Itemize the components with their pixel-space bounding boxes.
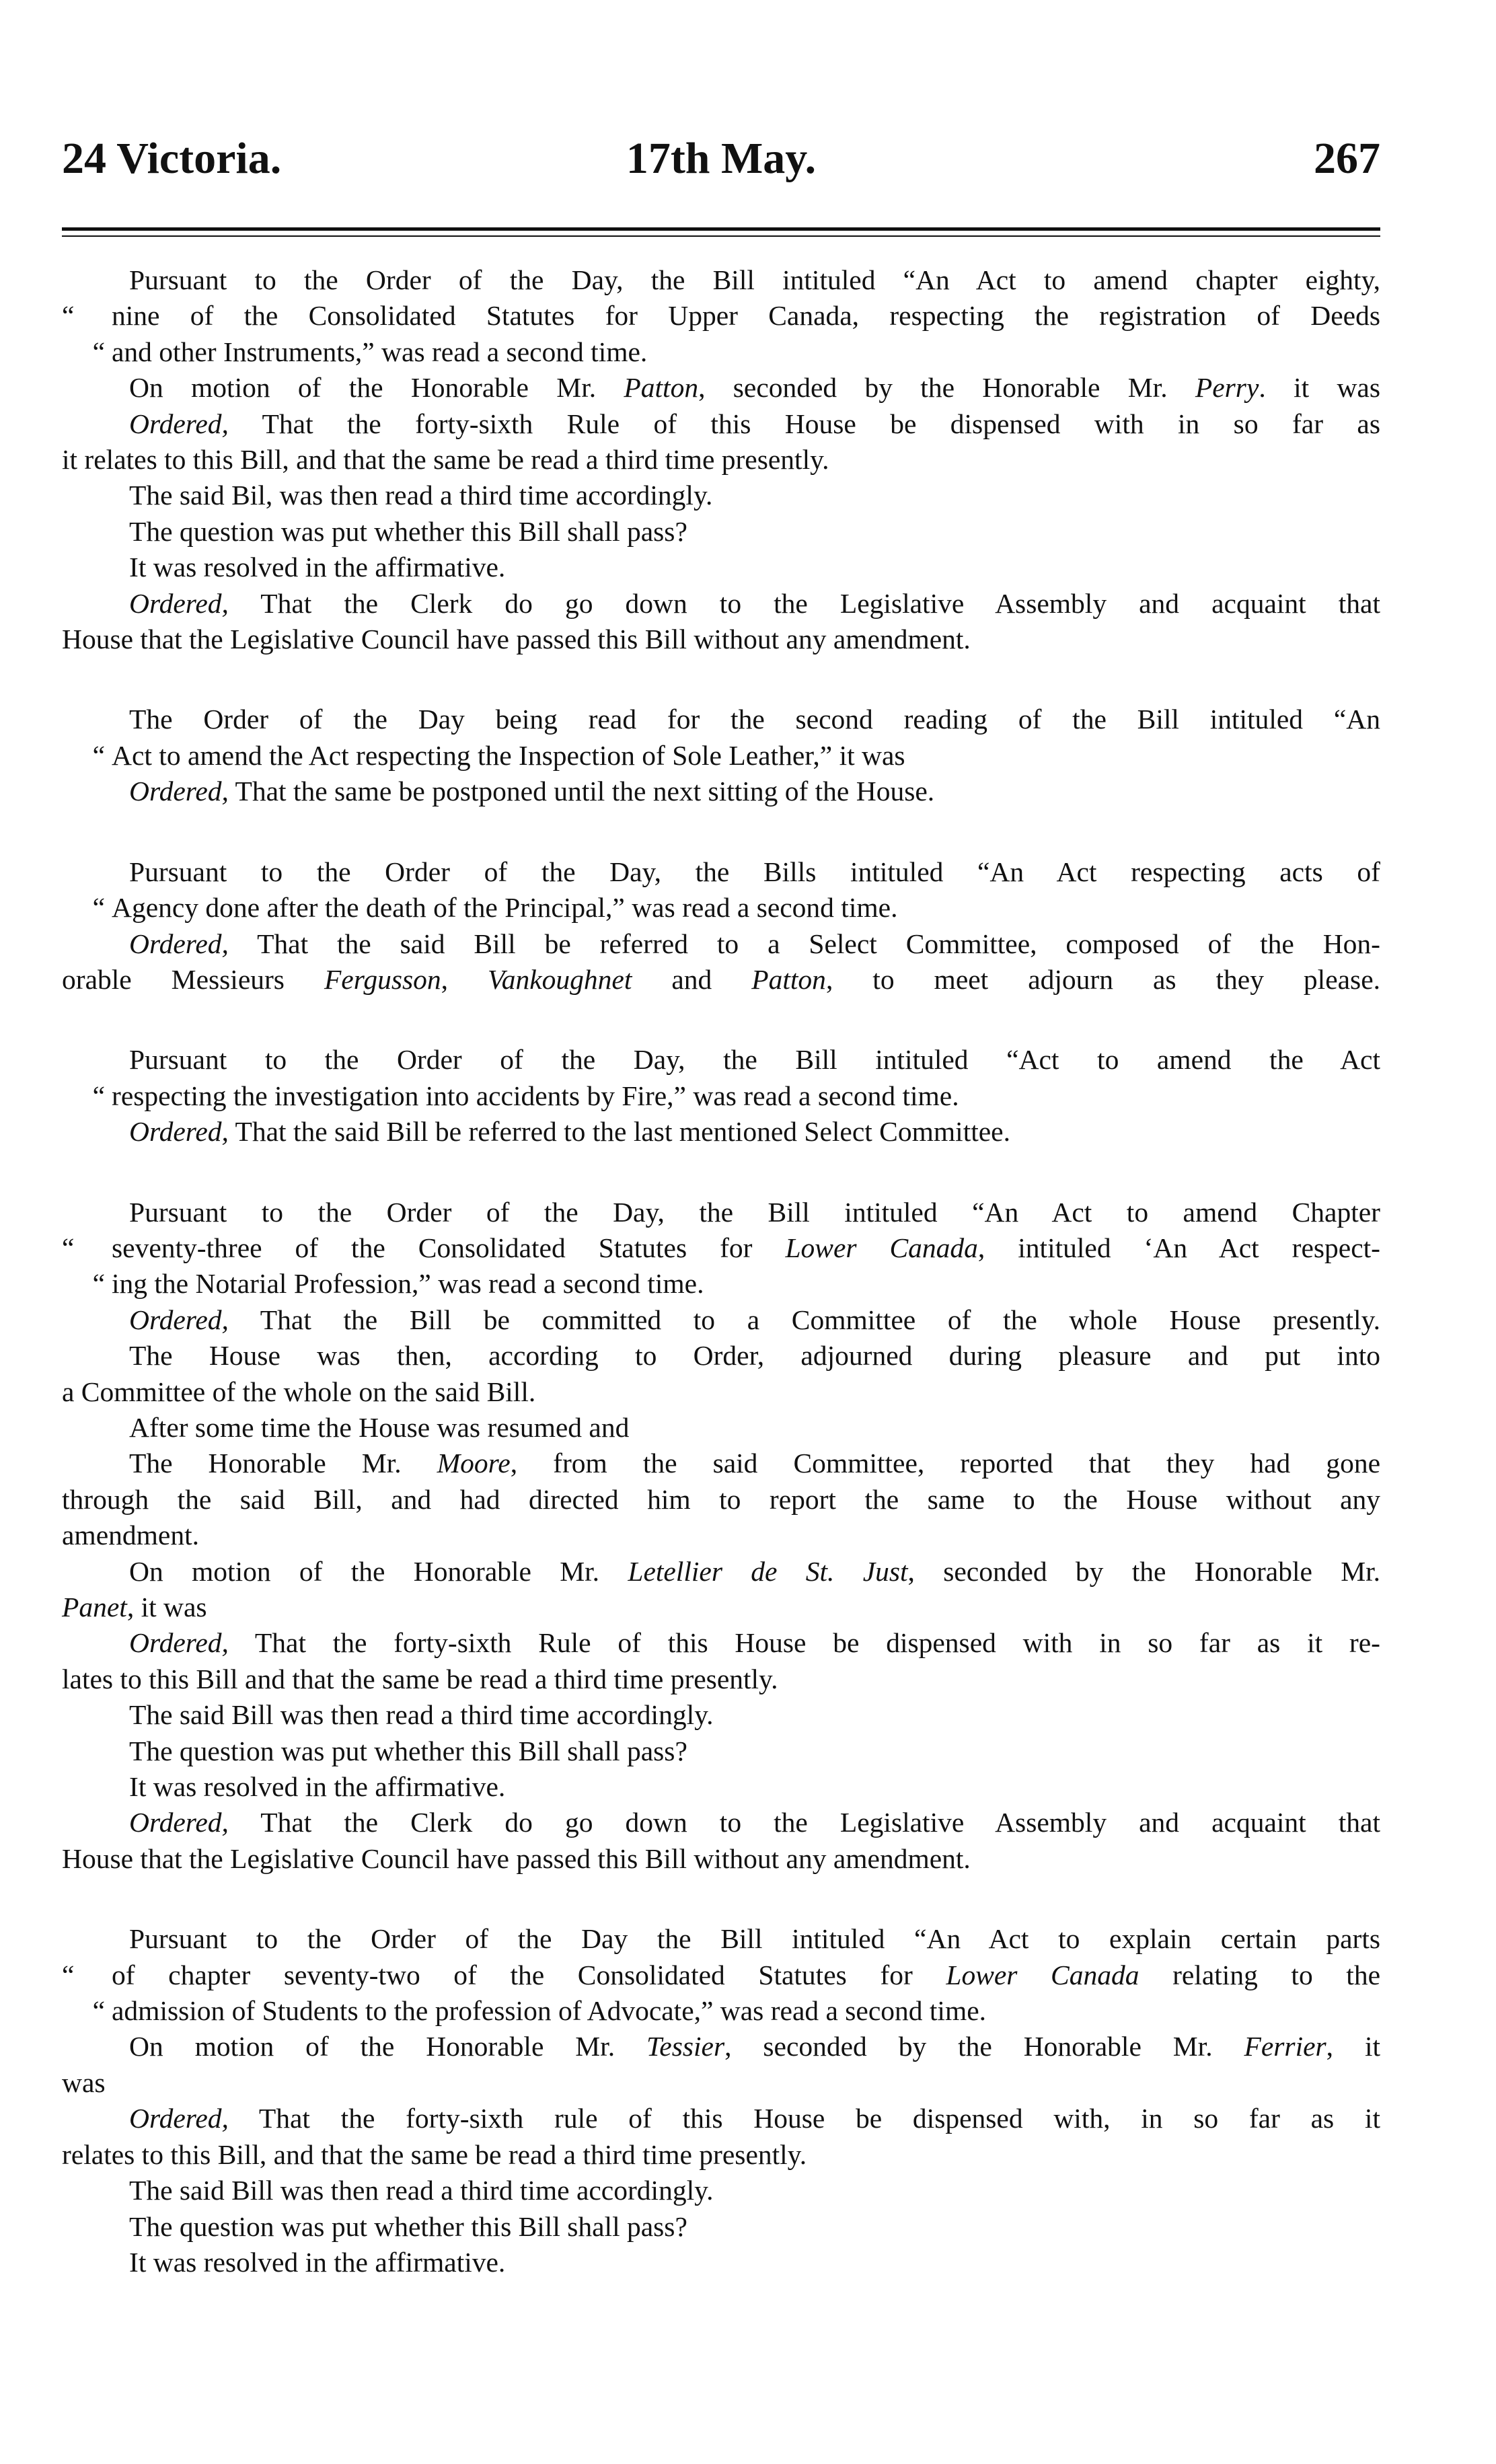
text-line: The question was put whether this Bill shall pass?: [129, 1735, 687, 1766]
journal-paragraph: [62, 702, 1380, 809]
text-line: “ respecting the investigation into accidents by Fire,” was read a second time.: [92, 1080, 959, 1111]
text-line: Ordered, That the Clerk do go down to the Legislative Assembly and acquaint that: [129, 587, 1380, 619]
text-line: Ordered, That the forty-sixth rule of this House be dispensed with, in so far as it: [129, 2103, 1380, 2134]
text-line: The said Bill was then read a third time accordingly.: [129, 2175, 714, 2206]
text-line: It was resolved in the affirmative.: [129, 2246, 506, 2278]
text-line: Ordered, That the Clerk do go down to the Legislative Assembly and acquaint that: [129, 1807, 1380, 1838]
journal-paragraph: [62, 1921, 1380, 2280]
text-line: Ordered, That the same be postponed until the next sitting of the House.: [129, 776, 935, 807]
running-header: [62, 132, 1380, 192]
journal-paragraph: [62, 854, 1380, 998]
text-line: The question was put whether this Bill shall pass?: [129, 2210, 687, 2242]
page-number: 267: [1314, 134, 1380, 183]
text-line: The Honorable Mr. Moore, from the said Committee, reported that they had gone: [129, 1448, 1380, 1479]
text-line: Pursuant to the Order of the Day, the Bills intituled “An Act respecting acts of: [129, 856, 1380, 887]
text-line: “ nine of the Consolidated Statutes for Upper Canada, respecting the registration of Deeds: [62, 300, 1380, 332]
header-rule-thin: [62, 235, 1380, 237]
text-line: The question was put whether this Bill shall pass?: [129, 515, 687, 547]
text-line: a Committee of the whole on the said Bill.: [62, 1376, 536, 1407]
text-line: through the said Bill, and had directed him to report the same to the House without any: [62, 1483, 1380, 1515]
text-line: orable Messieurs Fergusson, Vankoughnet and Patton, to meet adjourn as they please.: [62, 963, 1380, 995]
text-line: The House was then, according to Order, adjourned during pleasure and put into: [129, 1340, 1380, 1372]
text-line: The said Bill was then read a third time accordingly.: [129, 1699, 714, 1731]
header-date: 17th May.: [626, 134, 817, 183]
text-line: Ordered, That the said Bill be referred to the last mentioned Select Committee.: [129, 1116, 1010, 1148]
text-line: House that the Legislative Council have passed this Bill without any amendment.: [62, 624, 971, 655]
text-line: After some time the House was resumed and: [129, 1411, 630, 1443]
text-line: “ seventy-three of the Consolidated Statutes for Lower Canada, intituled ‘An Act respect-: [62, 1232, 1380, 1263]
text-line: Pursuant to the Order of the Day, the Bill intituled “An Act to amend chapter eighty,: [129, 264, 1380, 295]
journal-paragraph: [62, 1195, 1380, 1877]
text-line: “ of chapter seventy-two of the Consolidated Statutes for Lower Canada relating to the: [62, 1959, 1380, 1990]
text-line: was: [62, 2066, 106, 2098]
text-line: Pursuant to the Order of the Day, the Bill intituled “An Act to amend Chapter: [129, 1196, 1380, 1228]
journal-paragraph: [62, 262, 1380, 657]
text-line: On motion of the Honorable Mr. Patton, seconded by the Honorable Mr. Perry. it was: [129, 372, 1380, 404]
text-line: The Order of the Day being read for the second reading of the Bill intituled “An: [129, 704, 1380, 735]
text-line: “ Agency done after the death of the Principal,” was read a second time.: [92, 892, 898, 924]
text-line: The said Bil, was then read a third time accordingly.: [129, 480, 713, 511]
text-line: amendment.: [62, 1520, 199, 1551]
journal-body: [62, 262, 1380, 2280]
text-line: Ordered, That the forty-sixth Rule of this House be dispensed with in so far as: [129, 408, 1380, 439]
header-rule-thick: [62, 227, 1380, 231]
text-line: Ordered, That the forty-sixth Rule of this House be dispensed with in so far as it re-: [129, 1627, 1380, 1659]
text-line: On motion of the Honorable Mr. Tessier, seconded by the Honorable Mr. Ferrier, it: [129, 2031, 1381, 2062]
text-line: “ admission of Students to the profession of Advocate,” was read a second time.: [92, 1995, 987, 2027]
text-line: “ Act to amend the Act respecting the Inspection of Sole Leather,” it was: [92, 739, 905, 771]
text-line: On motion of the Honorable Mr. Letellier de St. Just, seconded by the Honorable Mr.: [129, 1555, 1380, 1587]
text-line: lates to this Bill and that the same be read a third time presently.: [62, 1663, 778, 1694]
text-line: “ and other Instruments,” was read a second time.: [92, 336, 648, 367]
text-line: It was resolved in the affirmative.: [129, 552, 506, 583]
text-line: it relates to this Bill, and that the same be read a third time presently.: [62, 444, 829, 476]
text-line: Ordered, That the Bill be committed to a Committee of the whole House presently.: [129, 1304, 1380, 1335]
header-session: 24 Victoria.: [62, 134, 282, 183]
text-line: “ ing the Notarial Profession,” was read a second time.: [92, 1268, 704, 1300]
text-line: Pursuant to the Order of the Day, the Bill intituled “Act to amend the Act: [129, 1044, 1380, 1076]
journal-paragraph: [62, 1042, 1380, 1150]
text-line: Panet, it was: [62, 1592, 207, 1622]
text-line: Ordered, That the said Bill be referred to a Select Committee, composed of the Hon-: [129, 928, 1380, 959]
text-line: Pursuant to the Order of the Day the Bill intituled “An Act to explain certain parts: [129, 1923, 1380, 1955]
text-line: relates to this Bill, and that the same be read a third time presently.: [62, 2138, 807, 2170]
text-line: It was resolved in the affirmative.: [129, 1771, 506, 1803]
text-line: House that the Legislative Council have passed this Bill without any amendment.: [62, 1842, 971, 1874]
